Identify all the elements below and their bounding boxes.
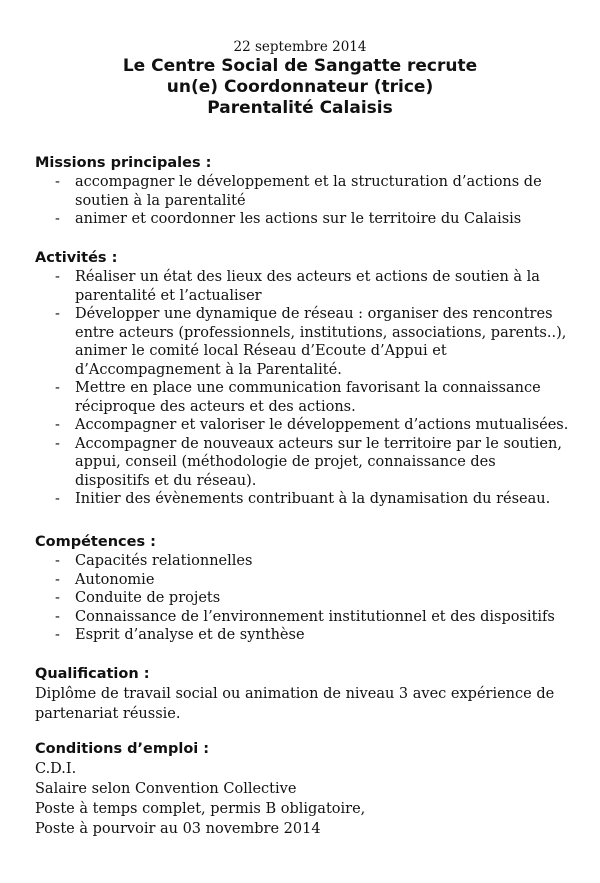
- qualification-line-2: partenariat réussie.: [35, 706, 181, 722]
- conditions-line: Salaire selon Convention Collective: [35, 781, 297, 797]
- conditions-line: Poste à temps complet, permis B obligatoire,: [35, 801, 366, 817]
- list-item: - animer et coordonner les actions sur le territoire du Calaisis: [55, 211, 522, 227]
- title-line-2: un(e) Coordonnateur (trice): [166, 77, 434, 97]
- qualification-heading: Qualification :: [35, 666, 150, 682]
- list-item: - Esprit d’analyse et de synthèse: [55, 627, 305, 643]
- missions-list: [35, 173, 570, 229]
- competences-section: [35, 533, 570, 645]
- title-line-3: Parentalité Calaisis: [207, 98, 393, 118]
- list-item: - Accompagner de nouveaux acteurs sur le territoire par le soutien, appui, conseil (méthodologie de projet, connaissance des dispositifs et du réseau).: [55, 435, 562, 489]
- conditions-section: [35, 740, 570, 839]
- list-item: - Connaissance de l’environnement institutionnel et des dispositifs: [55, 608, 555, 625]
- activites-list: [35, 268, 570, 509]
- activites-section: [35, 249, 570, 509]
- list-item: - Accompagner et valoriser le développement d’actions mutualisées.: [55, 417, 569, 433]
- list-item: - Autonomie: [55, 571, 155, 588]
- list-item: - Réaliser un état des lieux des acteurs et actions de soutien à la parentalité et l’actualiser: [55, 269, 540, 304]
- list-item: - Initier des évènements contribuant à la dynamisation du réseau.: [55, 491, 551, 507]
- list-item: - Développer une dynamique de réseau : organiser des rencontres entre acteurs (professionnels, institutions, associations, parents..), animer le comité local Réseau d’Ecoute d’Appui et d’Accompagnement à la Parentalité.: [55, 306, 567, 378]
- conditions-line: Poste à pourvoir au 03 novembre 2014: [35, 821, 321, 837]
- missions-section: [35, 154, 570, 229]
- title-line-1: Le Centre Social de Sangatte recrute: [122, 56, 478, 76]
- conditions-line: C.D.I.: [35, 761, 77, 777]
- list-item: - Capacités relationnelles: [55, 553, 253, 569]
- activites-heading: Activités :: [35, 250, 118, 266]
- list-item: - accompagner le développement et la structuration d’actions de soutien à la parentalité: [55, 174, 542, 209]
- competences-list: [35, 552, 570, 645]
- competences-heading: Compétences :: [35, 534, 156, 550]
- conditions-heading: Conditions d’emploi :: [35, 741, 210, 757]
- qualification-section: [35, 665, 570, 724]
- list-item: - Mettre en place une communication favorisant la connaissance réciproque des acteurs et des actions.: [55, 380, 541, 415]
- qualification-line-1: Diplôme de travail social ou animation de niveau 3 avec expérience de: [35, 686, 555, 702]
- list-item: - Conduite de projets: [55, 590, 221, 606]
- missions-heading: Missions principales :: [35, 155, 212, 171]
- document-date: 22 septembre 2014: [233, 39, 367, 55]
